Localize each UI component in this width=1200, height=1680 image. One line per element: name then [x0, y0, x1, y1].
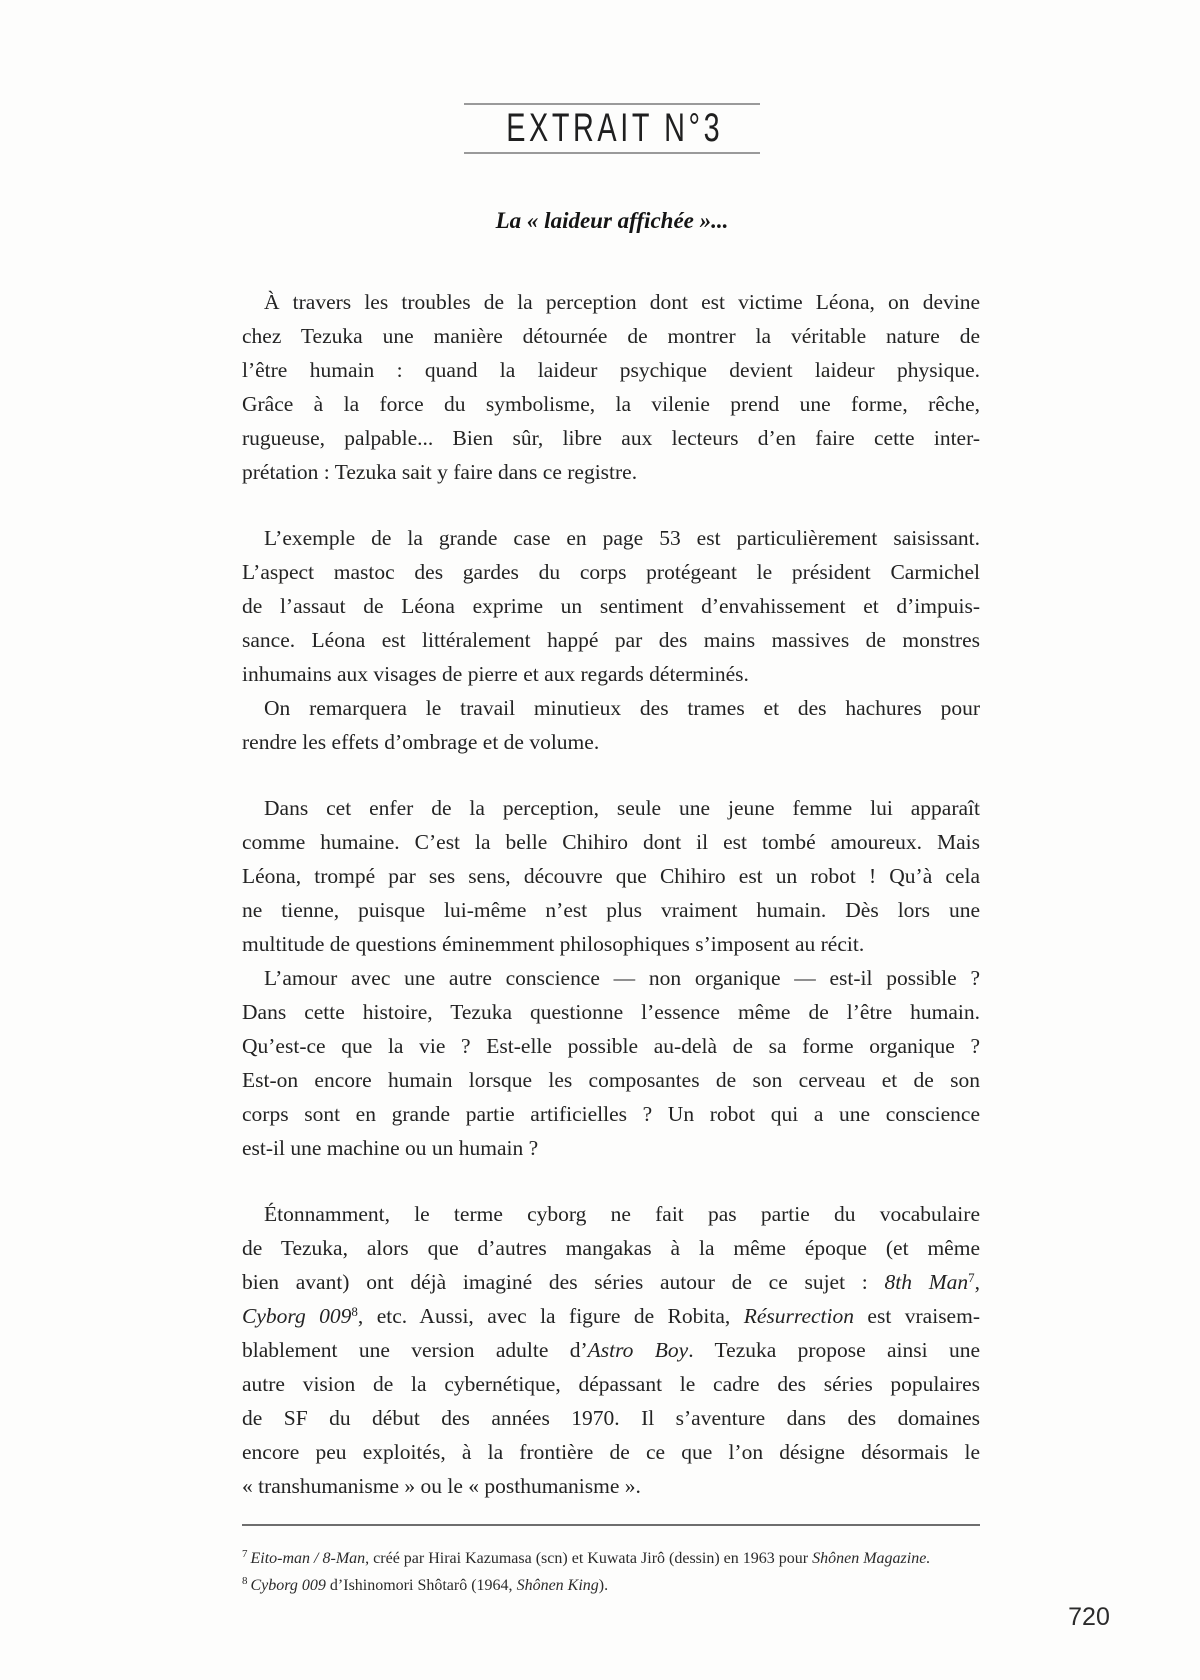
text-segment: L’aspect mastoc des gardes du corps protégeant le président Carmichel [242, 560, 980, 584]
text-line [242, 455, 980, 489]
text-line [242, 657, 980, 691]
text-segment: Étonnamment, le terme cyborg ne fait pas partie du vocabulaire [264, 1202, 980, 1226]
text-segment: Qu’est-ce que la vie ? Est-elle possible au-delà de sa forme organique ? [242, 1034, 980, 1058]
text-line [242, 589, 980, 623]
text-segment: 8th Man [884, 1270, 969, 1294]
text-segment: autre vision de la cybernétique, dépassant le cadre des séries populaires [242, 1372, 980, 1396]
text-line [242, 421, 980, 455]
text-segment: rugueuse, palpable... Bien sûr, libre aux lecteurs d’en faire cette inter- [242, 426, 980, 450]
section-heading [464, 103, 760, 154]
text-line [242, 521, 980, 555]
text-segment: rendre les effets d’ombrage et de volume. [242, 730, 600, 754]
text-line [242, 995, 980, 1029]
text-segment: L’exemple de la grande case en page 53 est particulièrement saisissant. [264, 526, 980, 550]
text-line [242, 1299, 980, 1333]
text-segment: l’être humain : quand la laideur psychique devient laideur physique. [242, 358, 980, 382]
text-segment: Résurrection [743, 1304, 854, 1328]
text-segment: L’amour avec une autre conscience — non organique — est-il possible ? [264, 966, 980, 990]
text-line [242, 387, 980, 421]
text-line [242, 1131, 980, 1165]
text-segment: « transhumanisme » ou le « posthumanisme ». [242, 1474, 641, 1498]
text-segment: d’Ishinomori Shôtarô (1964, [325, 1577, 517, 1594]
paragraph [242, 521, 980, 691]
page-number: 720 [1068, 1603, 1110, 1631]
text-line [242, 1063, 980, 1097]
text-segment: , etc. Aussi, avec la figure de Robita, [357, 1304, 744, 1328]
superscript-reference: 7 [968, 1270, 975, 1285]
text-segment: sance. Léona est littéralement happé par des mains massives de monstres [242, 628, 980, 652]
footnotes [242, 1545, 980, 1599]
text-segment: Dans cette histoire, Tezuka questionne l’essence même de l’être humain. [242, 1000, 980, 1024]
text-segment: de Tezuka, alors que d’autres mangakas à la même époque (et même [242, 1236, 980, 1260]
footnote [242, 1545, 980, 1572]
text-line [242, 961, 980, 995]
text-segment: À travers les troubles de la perception dont est victime Léona, on devine [264, 290, 980, 314]
text-line [242, 1435, 980, 1469]
text-segment: Cyborg 009 [242, 1304, 352, 1328]
text-line [242, 1029, 980, 1063]
text-line [242, 1265, 980, 1299]
text-segment: On remarquera le travail minutieux des trames et des hachures pour [264, 696, 980, 720]
text-line [242, 1097, 980, 1131]
text-line [242, 1231, 980, 1265]
text-line [242, 927, 980, 961]
chapter-subtitle: La « laideur affichée »... [495, 208, 729, 233]
text-segment: blablement une version adulte d’ [242, 1338, 588, 1362]
paragraph [242, 285, 980, 489]
text-segment: . Tezuka propose ainsi une [688, 1338, 980, 1362]
text-line [242, 353, 980, 387]
text-line [242, 555, 980, 589]
text-segment: ). [598, 1577, 609, 1594]
text-line [242, 1401, 980, 1435]
text-segment: de l’assaut de Léona exprime un sentiment d’envahissement et d’impuis- [242, 594, 980, 618]
text-segment: Dans cet enfer de la perception, seule une jeune femme lui apparaît [264, 796, 980, 820]
body-text [242, 285, 980, 1503]
text-segment: ne tienne, puisque lui-même n’est plus vraiment humain. Dès lors une [242, 898, 980, 922]
text-segment: Shônen King [516, 1577, 599, 1594]
text-segment: est-il une machine ou un humain ? [242, 1136, 539, 1160]
text-segment: Est-on encore humain lorsque les composantes de son cerveau et de son [242, 1068, 980, 1092]
footnote-marker: 8 [242, 1575, 248, 1587]
footnote-separator [242, 1524, 980, 1526]
text-segment: comme humaine. C’est la belle Chihiro dont il est tombé amoureux. Mais [242, 830, 980, 854]
text-segment: Eito-man / 8-Man [250, 1550, 366, 1567]
text-segment: bien avant) ont déjà imaginé des séries autour de ce sujet : [242, 1270, 885, 1294]
text-line [242, 691, 980, 725]
text-segment: de SF du début des années 1970. Il s’aventure dans des domaines [242, 1406, 980, 1430]
text-line [242, 725, 980, 759]
text-segment: Astro Boy [587, 1338, 689, 1362]
text-line [242, 319, 980, 353]
text-segment: corps sont en grande partie artificielles ? Un robot qui a une conscience [242, 1102, 980, 1126]
text-line [242, 1197, 980, 1231]
paragraph [242, 961, 980, 1165]
text-line [242, 623, 980, 657]
text-segment: chez Tezuka une manière détournée de montrer la véritable nature de [242, 324, 980, 348]
superscript-reference: 8 [351, 1304, 358, 1319]
paragraph [242, 791, 980, 961]
text-segment: , [974, 1270, 980, 1294]
text-line [242, 285, 980, 319]
text-segment: , créé par Hirai Kazumasa (scn) et Kuwata Jirô (dessin) en 1963 pour [365, 1550, 813, 1567]
text-segment: prétation : Tezuka sait y faire dans ce registre. [242, 460, 638, 484]
text-line [242, 893, 980, 927]
footnote-marker: 7 [242, 1548, 248, 1560]
text-line [242, 1333, 980, 1367]
paragraph [242, 1197, 980, 1503]
text-segment: Grâce à la force du symbolisme, la vilenie prend une forme, rêche, [242, 392, 980, 416]
text-segment: Léona, trompé par ses sens, découvre que Chihiro est un robot ! Qu’à cela [242, 864, 980, 888]
text-segment: Shônen Magazine. [812, 1550, 931, 1567]
text-line [242, 1367, 980, 1401]
text-line [242, 859, 980, 893]
section-heading-text: EXTRAIT N°3 [506, 106, 724, 150]
paragraph [242, 691, 980, 759]
text-line [242, 1469, 980, 1503]
text-segment: inhumains aux visages de pierre et aux regards déterminés. [242, 662, 749, 686]
text-line [242, 825, 980, 859]
text-segment: encore peu exploités, à la frontière de ce que l’on désigne désormais le [242, 1440, 980, 1464]
text-segment: Cyborg 009 [250, 1577, 326, 1594]
text-line [242, 791, 980, 825]
text-segment: multitude de questions éminemment philosophiques s’imposent au récit. [242, 932, 865, 956]
text-segment: est vraisem- [853, 1304, 980, 1328]
footnote [242, 1572, 980, 1599]
